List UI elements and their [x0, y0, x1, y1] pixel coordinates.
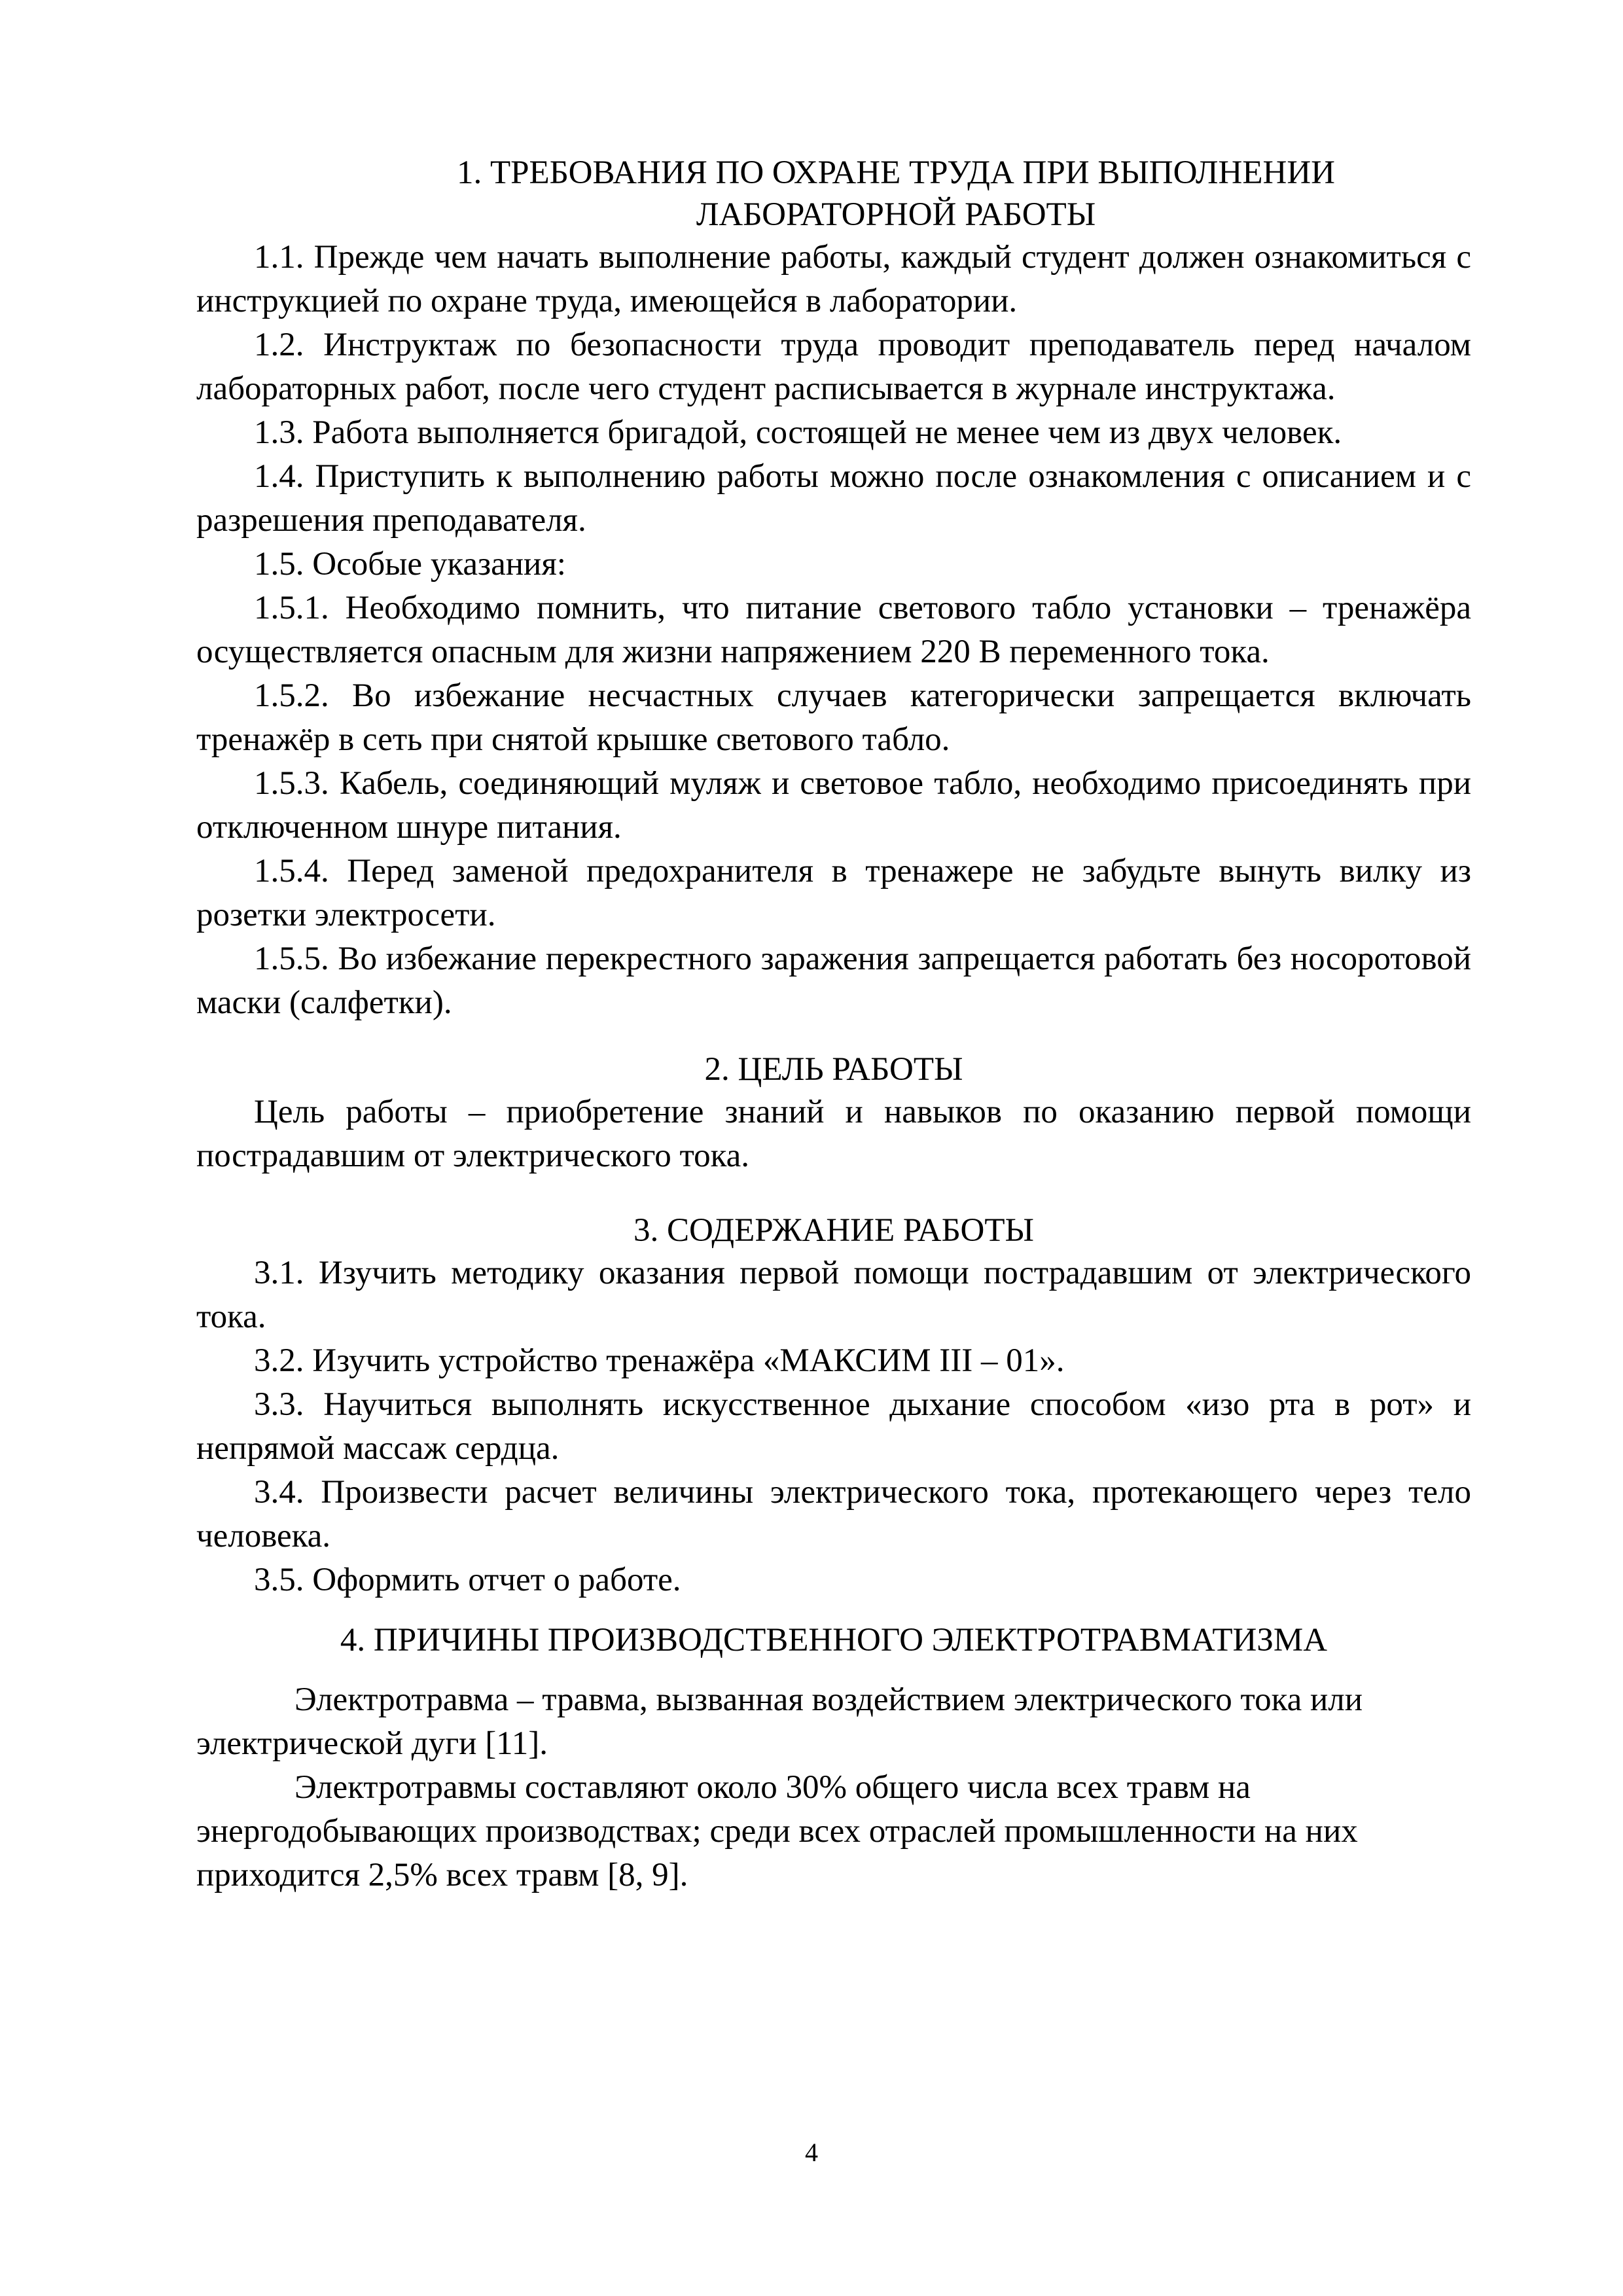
paragraph-1-1: 1.1. Прежде чем начать выполнение работы, каждый студент должен ознакомиться с инструкцией по охране труда, имеющейся в лаборатории.: [196, 239, 1471, 319]
spacer: [196, 1602, 1471, 1619]
section-2-heading: 2. ЦЕЛЬ РАБОТЫ: [704, 1051, 963, 1088]
paragraph-1-5-1: 1.5.1. Необходимо помнить, что питание светового табло установки – тренажёра осуществляется опасным для жизни напряжением 220 В переменного тока.: [196, 590, 1471, 670]
paragraph-3-2: 3.2. Изучить устройство тренажёра «МАКСИМ III – 01».: [254, 1342, 1065, 1379]
section-1-heading: [196, 152, 1471, 236]
paragraph-3-5: 3.5. Оформить отчет о работе.: [254, 1562, 681, 1598]
paragraph-1-5: 1.5. Особые указания:: [254, 546, 566, 583]
spacer: [196, 1661, 1471, 1678]
spacer: [196, 1025, 1471, 1049]
section-3-heading: 3. СОДЕРЖАНИЕ РАБОТЫ: [633, 1212, 1034, 1249]
paragraph-1-5-2: 1.5.2. Во избежание несчастных случаев категорически запрещается включать тренажёр в сеть при снятой крышке светового табло.: [196, 677, 1471, 758]
paragraph-1-3: 1.3. Работа выполняется бригадой, состоящей не менее чем из двух человек.: [254, 414, 1342, 451]
paragraph-3-4: 3.4. Произвести расчет величины электрического тока, протекающего через тело человека.: [196, 1474, 1471, 1554]
paragraph-1-4: 1.4. Приступить к выполнению работы можно после ознакомления с описанием и с разрешения преподавателя.: [196, 458, 1471, 539]
section-4-heading: 4. ПРИЧИНЫ ПРОИЗВОДСТВЕННОГО ЭЛЕКТРОТРАВМАТИЗМА: [340, 1622, 1328, 1659]
paragraph-1-5-4: 1.5.4. Перед заменой предохранителя в тренажере не забудьте вынуть вилку из розетки электросети.: [196, 853, 1471, 933]
paragraph-3-1: 3.1. Изучить методику оказания первой помощи пострадавшим от электрического тока.: [196, 1255, 1471, 1335]
section-1-heading-line-1: 1. ТРЕБОВАНИЯ ПО ОХРАНЕ ТРУДА ПРИ ВЫПОЛНЕНИИ: [456, 154, 1335, 191]
paragraph-2-goal: Цель работы – приобретение знаний и навыков по оказанию первой помощи пострадавшим от электрического тока.: [196, 1094, 1471, 1174]
paragraph-4-statistics: Электротравмы составляют около 30% общего числа всех травм на энергодобывающих производствах; среди всех отраслей промышленности на них приходится 2,5% всех травм [8, 9].: [196, 1769, 1358, 1893]
paragraph-1-2: 1.2. Инструктаж по безопасности труда проводит преподаватель перед началом лабораторных работ, после чего студент расписывается в журнале инструктажа.: [196, 327, 1471, 407]
paragraph-1-5-3: 1.5.3. Кабель, соединяющий муляж и световое табло, необходимо присоединять при отключенном шнуре питания.: [196, 765, 1471, 846]
paragraph-1-5-5: 1.5.5. Во избежание перекрестного заражения запрещается работать без носоротовой маски (салфетки).: [196, 941, 1471, 1021]
spacer: [196, 1178, 1471, 1210]
page-content: [196, 152, 1471, 1897]
paragraph-4-definition: Электротравма – травма, вызванная воздействием электрического тока или электрической дуги [11].: [196, 1681, 1363, 1762]
section-1-heading-line-2: ЛАБОРАТОРНОЙ РАБОТЫ: [696, 196, 1096, 233]
paragraph-3-3: 3.3. Научиться выполнять искусственное дыхание способом «изо рта в рот» и непрямой массаж сердца.: [196, 1386, 1471, 1467]
page-number: 4: [805, 2138, 818, 2167]
